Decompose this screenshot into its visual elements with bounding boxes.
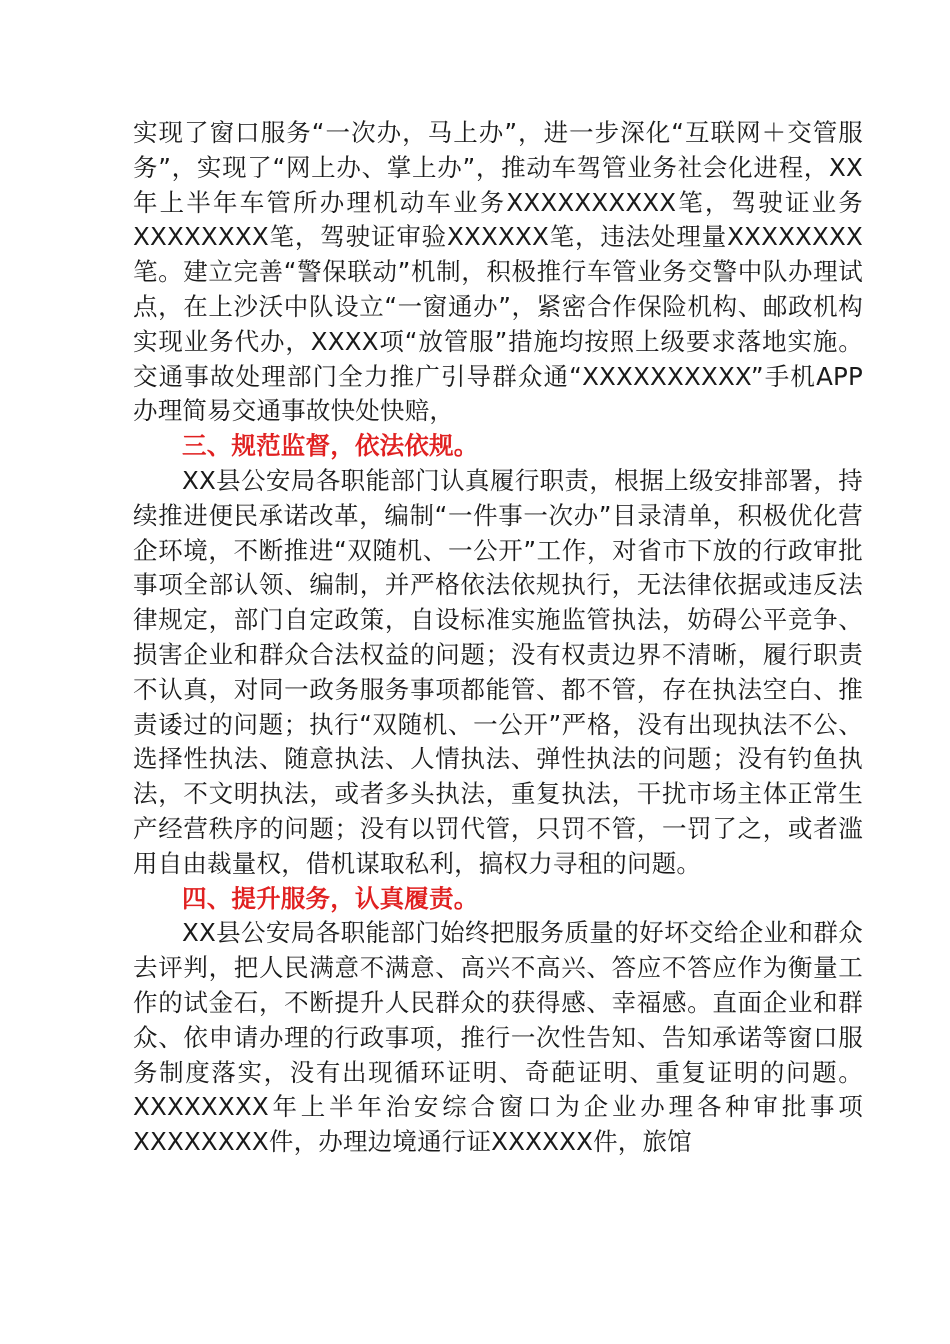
section-heading-4: 四、提升服务，认真履责。 <box>182 883 479 913</box>
body-paragraph-3: XX县公安局各职能部门认真履行职责，根据上级安排部署，持续推进便民承诺改革，编制“一件事一次办”目录清单，积极优化营企环境，不断推进“双随机、一公开”工作，对省市下放的行政审批事项全部认领、编制，并严格依法依规执行，无法律依据或违反法律规定，部门自定政策，自设标准实施监管执法，妨碍公平竞争、损害企业和群众合法权益的问题；没有权责边界不清晰，履行职责不认真，对同一政务服务事项都能管、都不管，存在执法空白、推责诿过的问题；执行“双随机、一公开”严格，没有出现执法不公、选择性执法、随意执法、人情执法、弹性执法的问题；没有钓鱼执法，不文明执法，或者多头执法，重复执法，干扰市场主体正常生产经营秩序的问题；没有以罚代管，只罚不管，一罚了之，或者滥用自由裁量权，借机谋取私利，搞权力寻租的问题。 <box>133 465 863 878</box>
section-heading-3: 三、规范监督，依法依规。 <box>182 431 479 461</box>
body-paragraph-4: XX县公安局各职能部门始终把服务质量的好坏交给企业和群众去评判，把人民满意不满意、高兴不高兴、答应不答应作为衡量工作的试金石，不断提升人民群众的获得感、幸福感。直面企业和群众、依申请办理的行政事项，推行一次性告知、告知承诺等窗口服务制度落实，没有出现循环证明、奇葩证明、重复证明的问题。XXXXXXXX年上半年治安综合窗口为企业办理各种审批事项XXXXXXXX件，办理边境通行证XXXXXX件，旅馆 <box>133 918 863 1157</box>
body-paragraph-1: 实现了窗口服务“一次办，马上办”，进一步深化“互联网＋交管服务”，实现了“网上办、掌上办”，推动车驾管业务社会化进程，XX年上半年车管所办理机动车业务XXXXXXXXXX笔，驾驶证业务XXXXXXXX笔，驾驶证审验XXXXXX笔，违法处理量XXXXXXXX笔。建立完善“警保联动”机制，积极推行车管业务交警中队办理试点，在上沙沃中队设立“一窗通办”，紧密合作保险机构、邮政机构实现业务代办，XXXX项“放管服”措施均按照上级要求落地实施。交通事故处理部门全力推广引导群众通“XXXXXXXXXX”手机APP办理简易交通事故快处快赔， <box>133 118 863 426</box>
document-body <box>133 116 863 1160</box>
